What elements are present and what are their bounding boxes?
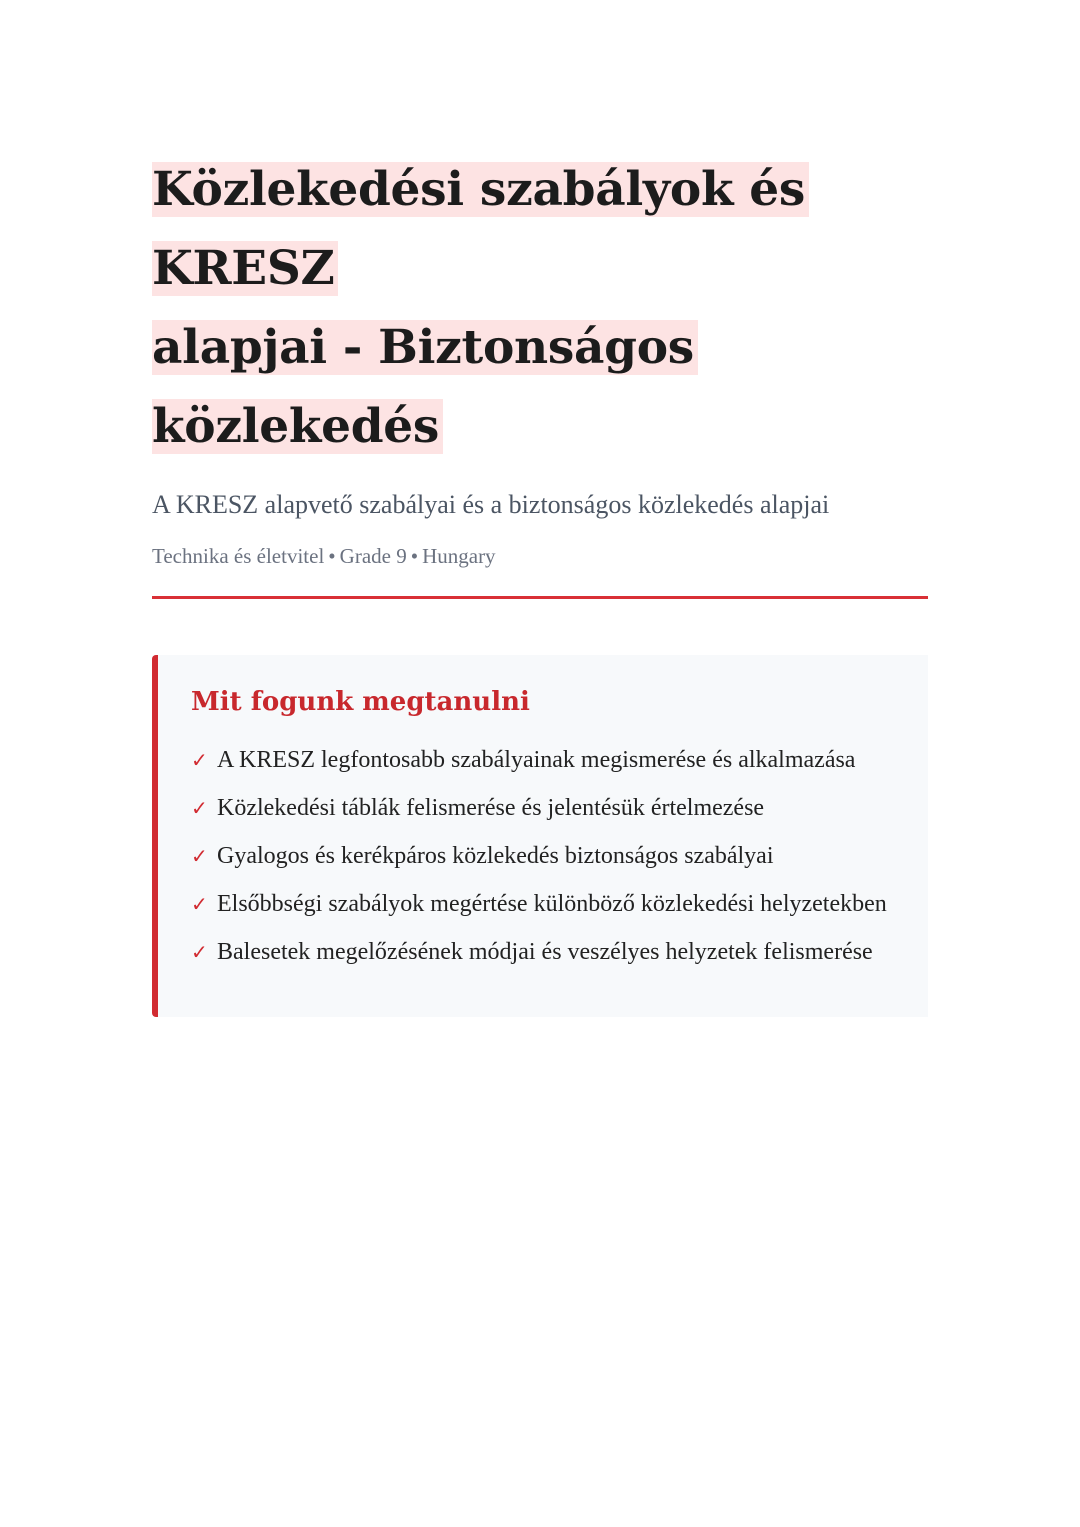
list-item — [191, 741, 888, 779]
meta-subject: Technika és életvitel — [152, 544, 325, 568]
page-title — [152, 150, 928, 466]
objectives-heading: Mit fogunk megtanulni — [191, 687, 530, 717]
check-icon: ✓ — [191, 892, 208, 916]
check-icon: ✓ — [191, 844, 208, 868]
page-meta — [152, 542, 928, 570]
check-icon: ✓ — [191, 940, 208, 964]
list-item — [191, 837, 888, 875]
meta-separator: • — [328, 544, 336, 568]
list-item-text: Elsőbbségi szabályok megértése különböző közlekedési helyzetekben — [217, 891, 887, 917]
list-item — [191, 789, 888, 827]
list-item — [191, 933, 888, 971]
check-icon: ✓ — [191, 796, 208, 820]
learning-objectives-panel — [152, 655, 928, 1017]
list-item-text: Gyalogos és kerékpáros közlekedés biztonságos szabályai — [217, 843, 774, 869]
list-item-text: A KRESZ legfontosabb szabályainak megismerése és alkalmazása — [217, 747, 856, 773]
check-icon: ✓ — [191, 748, 208, 772]
document-page — [152, 150, 928, 1017]
list-item — [191, 885, 888, 923]
objectives-list — [191, 741, 888, 971]
meta-grade: Grade 9 — [339, 544, 407, 568]
list-item-text: Balesetek megelőzésének módjai és veszélyes helyzetek felismerése — [217, 939, 873, 965]
page-subtitle: A KRESZ alapvető szabályai és a biztonságos közlekedés alapjai — [152, 490, 830, 519]
meta-country: Hungary — [422, 544, 496, 568]
list-item-text: Közlekedési táblák felismerése és jelentésük értelmezése — [217, 795, 765, 821]
header-divider — [152, 596, 928, 599]
page-title-line-1: Közlekedési szabályok és KRESZ — [152, 162, 809, 296]
meta-separator: • — [410, 544, 419, 568]
page-title-line-2: alapjai - Biztonságos közlekedés — [152, 320, 698, 454]
